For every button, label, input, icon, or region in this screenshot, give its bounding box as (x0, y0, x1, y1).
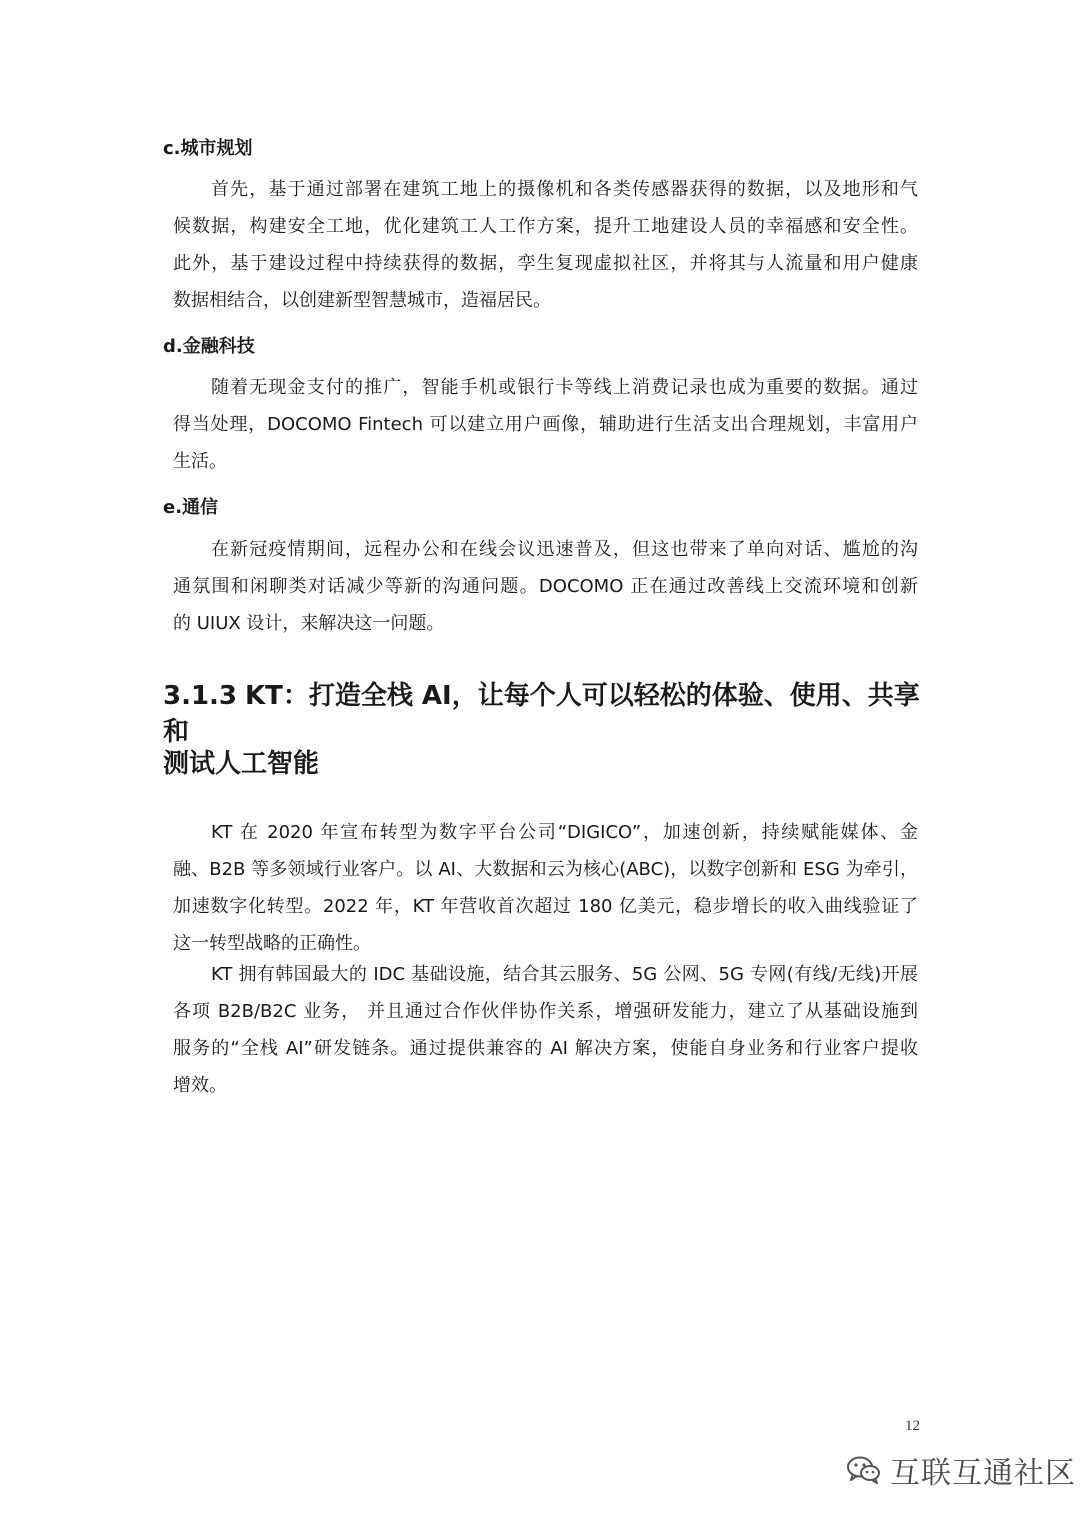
text-line: 各项 B2B/B2C 业务， 并且通过合作伙伴协作关系，增强研发能力，建立了从基础设施到 (173, 1001, 918, 1022)
section-title-city-planning: c.城市规划 (163, 138, 253, 159)
watermark-text: 互联互通社区 (890, 1456, 1076, 1491)
text-line: 增效。 (173, 1075, 227, 1096)
section-title-communication: e.通信 (163, 497, 219, 518)
section-heading-kt (163, 678, 923, 750)
text-line: KT 拥有韩国最大的 IDC 基础设施，结合其云服务、5G 公网、5G 专网(有线/无线)开展 (211, 964, 918, 985)
page-number: 12 (905, 1418, 920, 1434)
text-line: 通氛围和闲聊类对话减少等新的沟通问题。DOCOMO 正在通过改善线上交流环境和创新 (173, 576, 918, 597)
text-line: 服务的“全栈 AI”研发链条。通过提供兼容的 AI 解决方案，使能自身业务和行业客户提收 (173, 1038, 918, 1059)
paragraph-city-planning (173, 171, 918, 319)
text-line: 在新冠疫情期间，远程办公和在线会议迅速普及，但这也带来了单向对话、尴尬的沟 (211, 539, 918, 560)
paragraph-fintech (173, 369, 918, 480)
text-line: 首先，基于通过部署在建筑工地上的摄像机和各类传感器获得的数据，以及地形和气 (211, 179, 918, 200)
text-line: 的 UIUX 设计，来解决这一问题。 (173, 613, 445, 634)
heading-line-1: KT：打造全栈 AI，让每个人可以轻松的体验、使用、共享和 (163, 681, 920, 747)
paragraph-kt-overview (173, 814, 918, 962)
text-line: 数据相结合，以创建新型智慧城市，造福居民。 (173, 290, 551, 311)
section-heading-kt-continued: 测试人工智能 (163, 749, 320, 779)
text-line: 此外，基于建设过程中持续获得的数据，孪生复现虚拟社区，并将其与人流量和用户健康 (173, 253, 918, 274)
text-line: 候数据，构建安全工地，优化建筑工人工作方案，提升工地建设人员的幸福感和安全性。 (173, 216, 918, 237)
wechat-icon (846, 1455, 882, 1485)
watermark (846, 1452, 1076, 1491)
section-title-fintech: d.金融科技 (163, 336, 255, 357)
text-line: 加速数字化转型。2022 年，KT 年营收首次超过 180 亿美元，稳步增长的收入曲线验证了 (173, 896, 918, 917)
text-line: 融、B2B 等多领域行业客户。以 AI、大数据和云为核心(ABC)，以数字创新和 ESG 为牵引， (173, 859, 918, 880)
text-line: 得当处理，DOCOMO Fintech 可以建立用户画像，辅助进行生活支出合理规划，丰富用户 (173, 414, 918, 435)
text-line: 随着无现金支付的推广，智能手机或银行卡等线上消费记录也成为重要的数据。通过 (211, 377, 918, 398)
paragraph-kt-infrastructure (173, 956, 918, 1104)
text-line: KT 在 2020 年宣布转型为数字平台公司“DIGICO”，加速创新，持续赋能媒体、金 (211, 822, 918, 843)
text-line: 生活。 (173, 451, 227, 472)
text-line: 这一转型战略的正确性。 (173, 933, 371, 954)
paragraph-communication (173, 531, 918, 642)
section-number: 3.1.3 (163, 681, 238, 711)
